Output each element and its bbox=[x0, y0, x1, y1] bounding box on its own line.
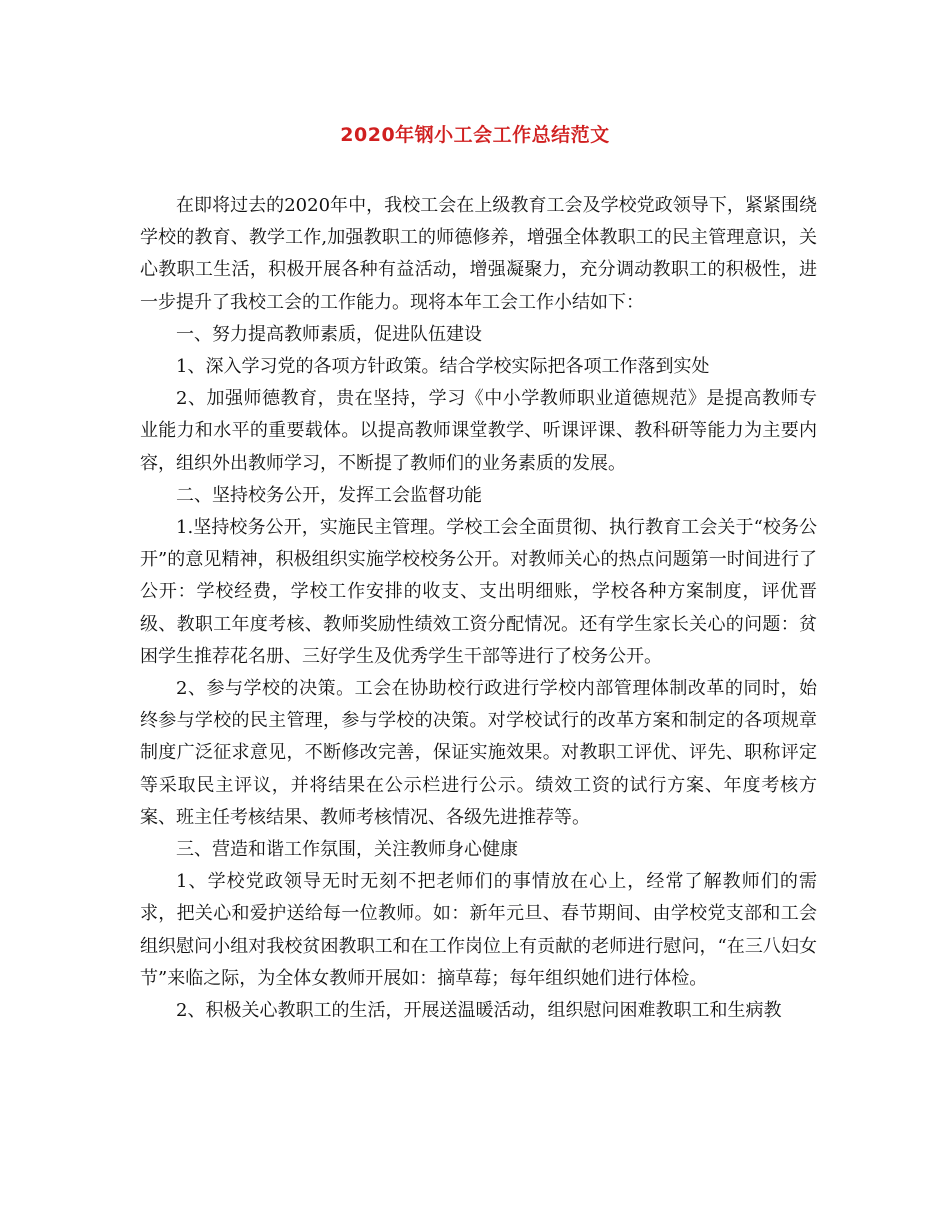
document-title: 2020年钢小工会工作总结范文 bbox=[340, 124, 610, 146]
paragraph-1-2: 2、加强师德教育，贵在坚持，学习《中小学教师职业道德规范》是提高教师专业能力和水平的重要载体。以提高教师课堂教学、听课评课、教科研等能力为主要内容，组织外出教师学习，不断提了教师们的业务素质的发展。 bbox=[140, 388, 817, 474]
paragraph-2-1: 1.坚持校务公开，实施民主管理。学校工会全面贯彻、执行教育工会关于“校务公开”的意见精神，积极组织实施学校校务公开。对教师关心的热点问题第一时间进行了公开：学校经费，学校工作安排的收支、支出明细账，学校各种方案制度，评优晋级、教职工年度考核、教师奖励性绩效工资分配情况。还有学生家长关心的问题：贫困学生推荐花名册、三好学生及优秀学生干部等进行了校务公开。 bbox=[140, 517, 817, 667]
paragraph-3-2: 2、积极关心教职工的生活，开展送温暖活动，组织慰问困难教职工和生病教 bbox=[176, 1000, 782, 1022]
section-heading-1: 一、努力提高教师素质，促进队伍建设 bbox=[176, 323, 482, 345]
section-heading-3: 三、营造和谐工作氛围，关注教师身心健康 bbox=[176, 839, 518, 861]
paragraph-2-2: 2、参与学校的决策。工会在协助校行政进行学校内部管理体制改革的同时，始终参与学校的民主管理，参与学校的决策。对学校试行的改革方案和制定的各项规章制度广泛征求意见，不断修改完善，保证实施效果。对教职工评优、评先、职称评定等采取民主评议，并将结果在公示栏进行公示。绩效工资的试行方案、年度考核方案、班主任考核结果、教师考核情况、各级先进推荐等。 bbox=[140, 678, 817, 828]
paragraph-3-1: 1、学校党政领导无时无刻不把老师们的事情放在心上，经常了解教师们的需求，把关心和爱护送给每一位教师。如：新年元旦、春节期间、由学校党支部和工会组织慰问小组对我校贫困教职工和在工作岗位上有贡献的老师进行慰问，“在三八妇女节”来临之际，为全体女教师开展如：摘草莓；每年组织她们进行体检。 bbox=[140, 871, 817, 989]
document-body bbox=[140, 190, 817, 1027]
section-heading-2: 二、坚持校务公开，发挥工会监督功能 bbox=[176, 484, 482, 506]
paragraph-intro: 在即将过去的2020年中，我校工会在上级教育工会及学校党政领导下，紧紧围绕学校的教育、教学工作,加强教职工的师德修养，增强全体教职工的民主管理意识，关心教职工生活，积极开展各种有益活动，增强凝聚力，充分调动教职工的积极性，进一步提升了我校工会的工作能力。现将本年工会工作小结如下： bbox=[140, 195, 817, 313]
paragraph-1-1: 1、深入学习党的各项方针政策。结合学校实际把各项工作落到实处 bbox=[176, 356, 710, 378]
